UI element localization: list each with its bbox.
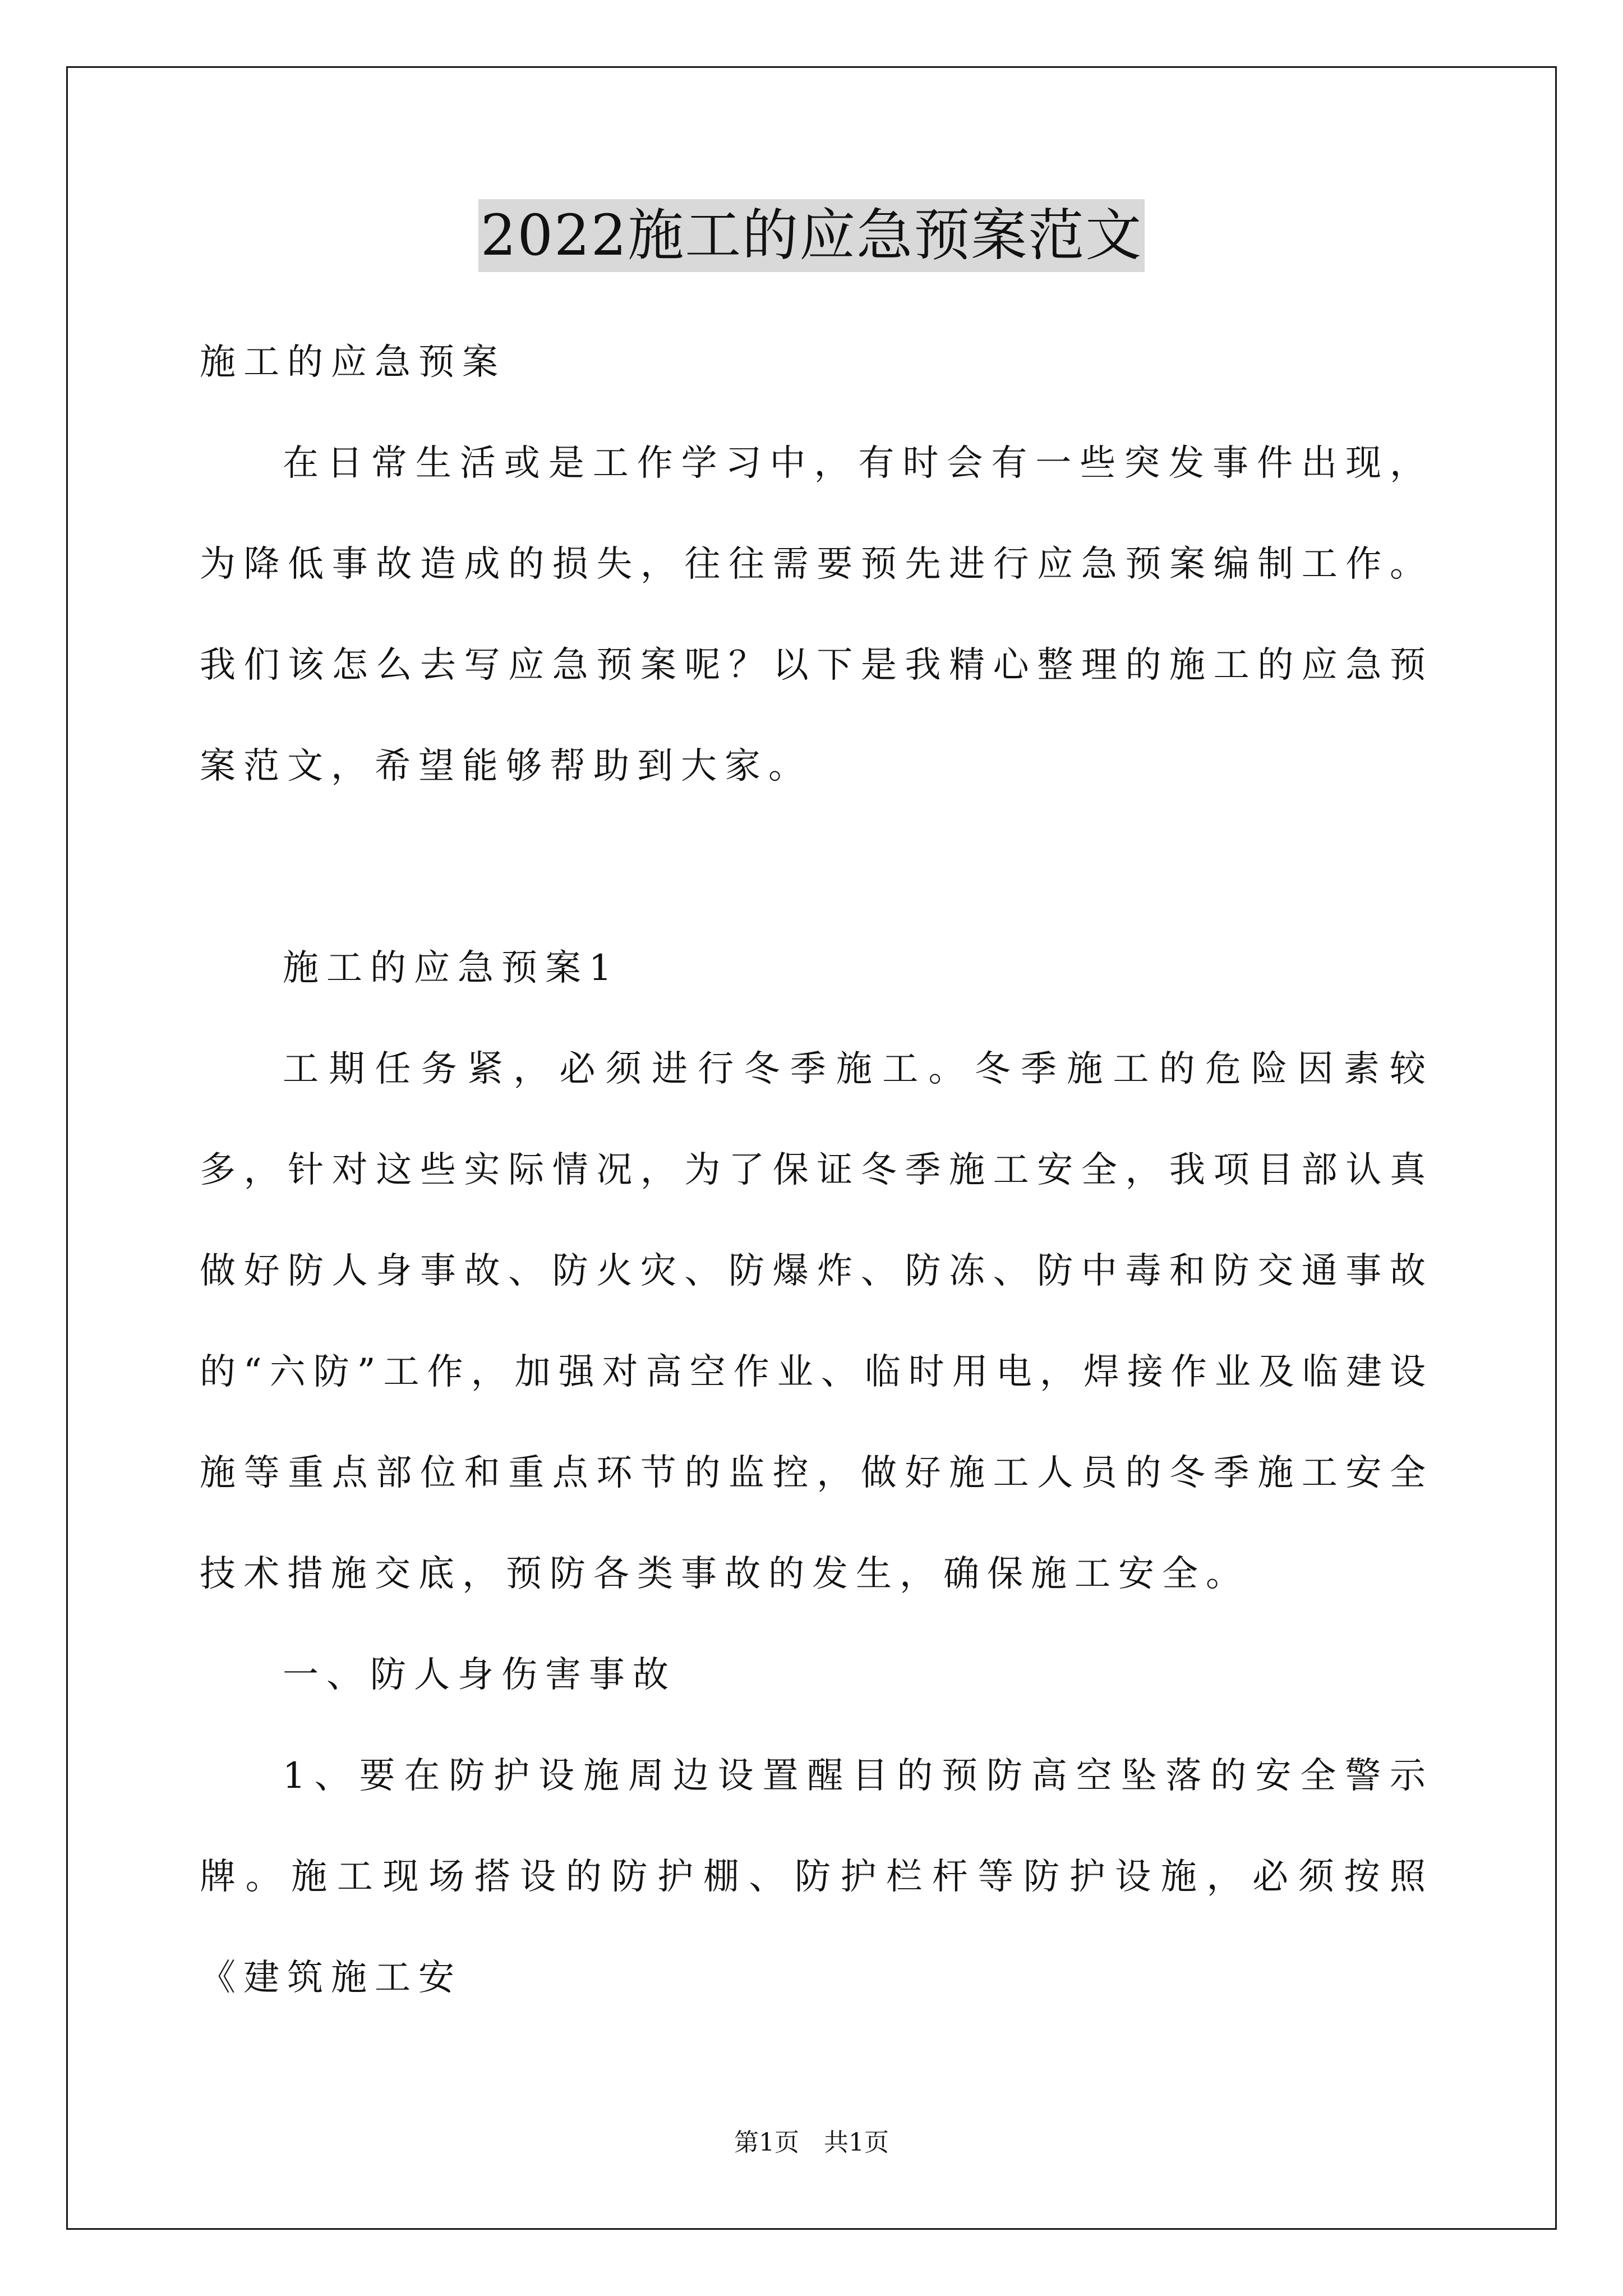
- list-item-paragraph: 1、要在防护设施周边设置醒目的预防高空坠落的安全警示牌。施工现场搭设的防护棚、防护栏杆等防护设施，必须按照《建筑施工安: [200, 1755, 1433, 1999]
- document-body: [200, 312, 1433, 2028]
- document-title: 2022施工的应急预案范文: [478, 199, 1145, 272]
- paragraph-gap: [200, 817, 1433, 918]
- page-footer: 第1页 共1页: [734, 2128, 889, 2157]
- title-wrapper: [0, 199, 1623, 272]
- intro-paragraph: 在日常生活或是工作学习中，有时会有一些突发事件出现，为降低事故造成的损失，往往需要预先进行应急预案编制工作。我们该怎么去写应急预案呢？以下是我精心整理的施工的应急预案范文，希望能够帮助到大家。: [200, 443, 1433, 787]
- document-subtitle: 施工的应急预案: [200, 342, 506, 383]
- section-body-paragraph: 工期任务紧，必须进行冬季施工。冬季施工的危险因素较多，针对这些实际情况，为了保证冬季施工安全，我项目部认真做好防人身事故、防火灾、防爆炸、防冻、防中毒和防交通事故的“六防”工作，加强对高空作业、临时用电，焊接作业及临建设施等重点部位和重点环节的监控，做好施工人员的冬季施工安全技术措施交底，预防各类事故的发生，确保施工安全。: [200, 1048, 1433, 1595]
- section-heading: 施工的应急预案1: [283, 947, 620, 989]
- part-heading: 一、防人身伤害事故: [283, 1654, 676, 1696]
